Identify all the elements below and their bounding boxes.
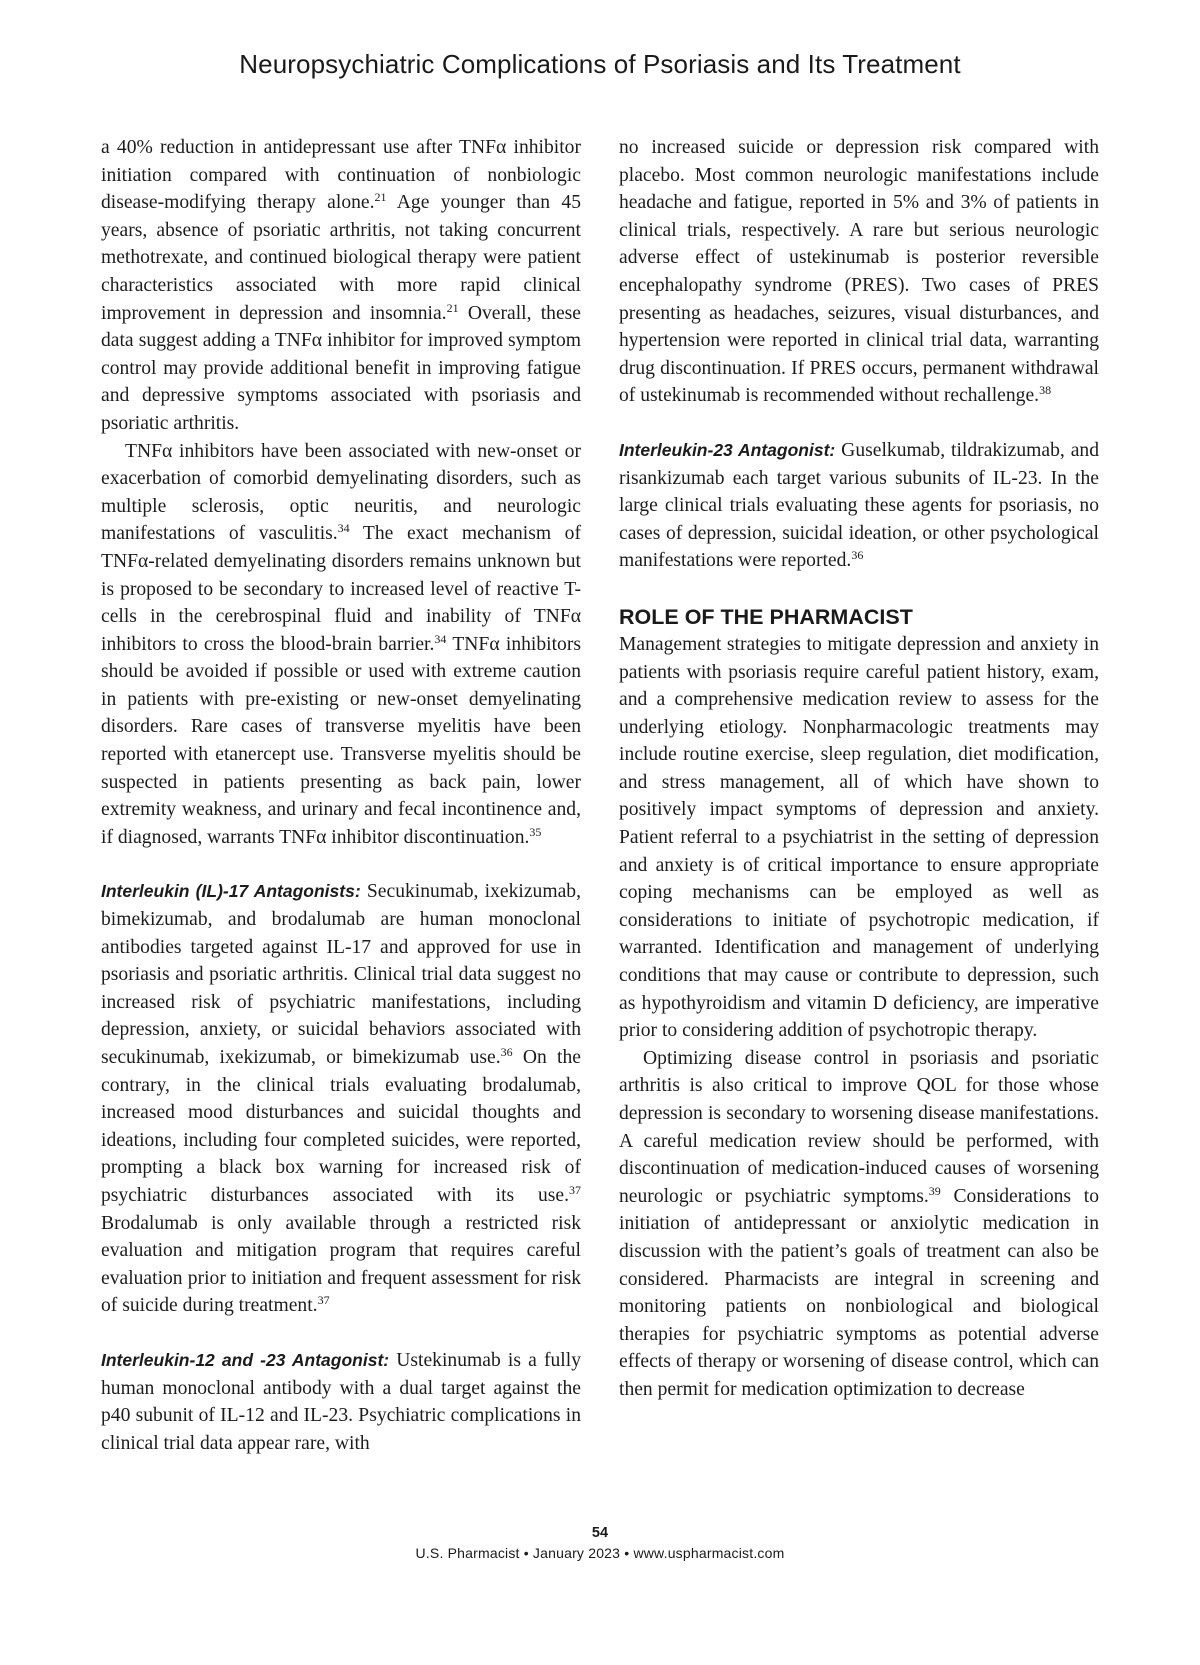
run-in-heading: Interleukin (IL)-17 Antagonists:	[101, 881, 361, 902]
citation-ref: 39	[928, 1183, 941, 1198]
body-paragraph: no increased suicide or depression risk compared with placebo. Most common neurologic manifestations include headache and fatigue, reported in 5% and 3% of patients in clinical trials, respectively. A rare but serious neurologic adverse effect of ustekinumab is posterior reversible encephalopathy syndrome (PRES). Two cases of PRES presenting as headaches, seizures, visual disturbances, and hypertension were reported in clinical trial data, warranting drug discontinuation. If PRES occurs, permanent withdrawal of ustekinumab is recommended without rechallenge.$^{38}$	[619, 137, 1099, 407]
body-paragraph: Management strategies to mitigate depression and anxiety in patients with psoriasis require careful patient history, exam, and a comprehensive medication review to assess for the underlying etiology. Nonpharmacologic treatments may include routine exercise, sleep regulation, diet modification, and stress management, all of which have shown to positively impact symptoms of depression and anxiety. Patient referral to a psychiatrist in the setting of depression and anxiety is of critical importance to ensure appropriate coping mechanisms can be employed as well as considerations to initiate of psychotropic medication, if warranted. Identification and management of underlying conditions that may cause or contribute to depression, such as hypothyroidism and vitamin D deficiency, are imperative prior to considering addition of psychotropic therapy.	[619, 633, 1099, 1042]
run-in-heading: Interleukin-12 and -23 Antagonist:	[101, 1349, 390, 1370]
publication-footer: U.S. Pharmacist • January 2023 • www.uspharmacist.com	[415, 1545, 785, 1561]
citation-ref: 21	[446, 300, 459, 315]
right-column	[619, 134, 1099, 1404]
citation-ref: 36	[500, 1045, 513, 1059]
citation-ref: 36	[851, 548, 864, 563]
section-heading: ROLE OF THE PHARMACIST	[619, 604, 913, 629]
body-paragraph: Optimizing disease control in psoriasis and psoriatic arthritis is also critical to improve QOL for those whose depression is secondary to worsening disease manifestations. A careful medication review should be performed, with discontinuation of medication-induced causes of worsening neurologic or psychiatric symptoms.$^{39}$ Considerations to initiation of antidepressant or anxiolytic medication in discussion with the patient’s goals of treatment can also be considered. Pharmacists are integral in screening and monitoring patients on nonbiological and biological therapies for psychiatric symptoms as potential adverse effects of therapy or worsening of disease control, which can then permit for medication optimization to decrease	[619, 1047, 1100, 1400]
left-column	[101, 134, 581, 1457]
il17-section: Interleukin (IL)-17 Antagonists: Secukinumab, ixekizumab, bimekizumab, and brodalumab are human monoclonal antibodies targeted against IL-17 and approved for use in psoriasis and psoriatic arthritis. Clinical trial data suggest no increased risk of psychiatric manifestations, including depression, anxiety, or suicidal behaviors associated with secukinumab, ixekizumab, or bimekizumab use.$^{36}$ On the contrary, in the clinical trials evaluating brodalumab, increased mood disturbances and suicidal thoughts and ideations, including four completed suicides, were reported, prompting a black box warning for increased risk of psychiatric disturbances associated with its use.$^{37}$ Brodalumab is only available through a restricted risk evaluation and mitigation program that requires careful evaluation prior to initiation and frequent assessment for risk of suicide during treatment.$^{37}$	[101, 881, 581, 1317]
run-in-heading: Interleukin-23 Antagonist:	[619, 439, 836, 460]
citation-ref: 37	[317, 1293, 330, 1308]
body-paragraph: TNFα inhibitors have been associated with new-onset or exacerbation of comorbid demyelinating disorders, such as multiple sclerosis, optic neuritis, and neurologic manifestations of vasculitis.$^{34}$ The exact mechanism of TNFα-related demyelinating disorders remains unknown but is proposed to be secondary to increased level of reactive T-cells in the cerebrospinal fluid and inability of TNFα inhibitors to cross the blood-brain barrier.$^{34}$ TNFα inhibitors should be avoided if possible or used with extreme caution in patients with pre-existing or new-onset demyelinating disorders. Rare cases of transverse myelitis have been reported with etanercept use. Transverse myelitis should be suspected in patients presenting as back pain, lower extremity weakness, and urinary and fecal incontinence and, if diagnosed, warrants TNFα inhibitor discontinuation.$^{35}$	[101, 440, 581, 848]
citation-ref: 37	[569, 1182, 581, 1197]
citation-ref: 35	[529, 824, 542, 839]
running-header: Neuropsychiatric Complications of Psoriasis and Its Treatment	[239, 49, 961, 79]
citation-ref: 38	[1039, 383, 1052, 398]
il12-23-section: Interleukin-12 and -23 Antagonist: Ustekinumab is a fully human monoclonal antibody with a dual target against the p40 subunit of IL-12 and IL-23. Psychiatric complications in clinical trial data appear rare, with	[101, 1349, 581, 1454]
citation-ref: 34	[337, 521, 350, 536]
citation-ref: 21	[374, 190, 387, 205]
il23-section: Interleukin-23 Antagonist: Guselkumab, tildrakizumab, and risankizumab each target various subunits of IL-23. In the large clinical trials evaluating these agents for psoriasis, no cases of depression, suicidal ideation, or other psychological manifestations were reported.$^{36}$	[619, 439, 1099, 572]
citation-ref: 34	[434, 631, 447, 646]
body-paragraph: a 40% reduction in antidepressant use after TNFα inhibitor initiation compared with continuation of nonbiologic disease-modifying therapy alone.$^{21}$ Age younger than 45 years, absence of psoriatic arthritis, not taking concurrent methotrexate, and continued biological therapy were patient characteristics associated with more rapid clinical improvement in depression and insomnia.$^{21}$ Overall, these data suggest adding a TNFα inhibitor for improved symptom control may provide additional benefit in improving fatigue and depressive symptoms associated with psoriasis and psoriatic arthritis.	[101, 137, 581, 434]
page-number: 54	[591, 1525, 609, 1541]
